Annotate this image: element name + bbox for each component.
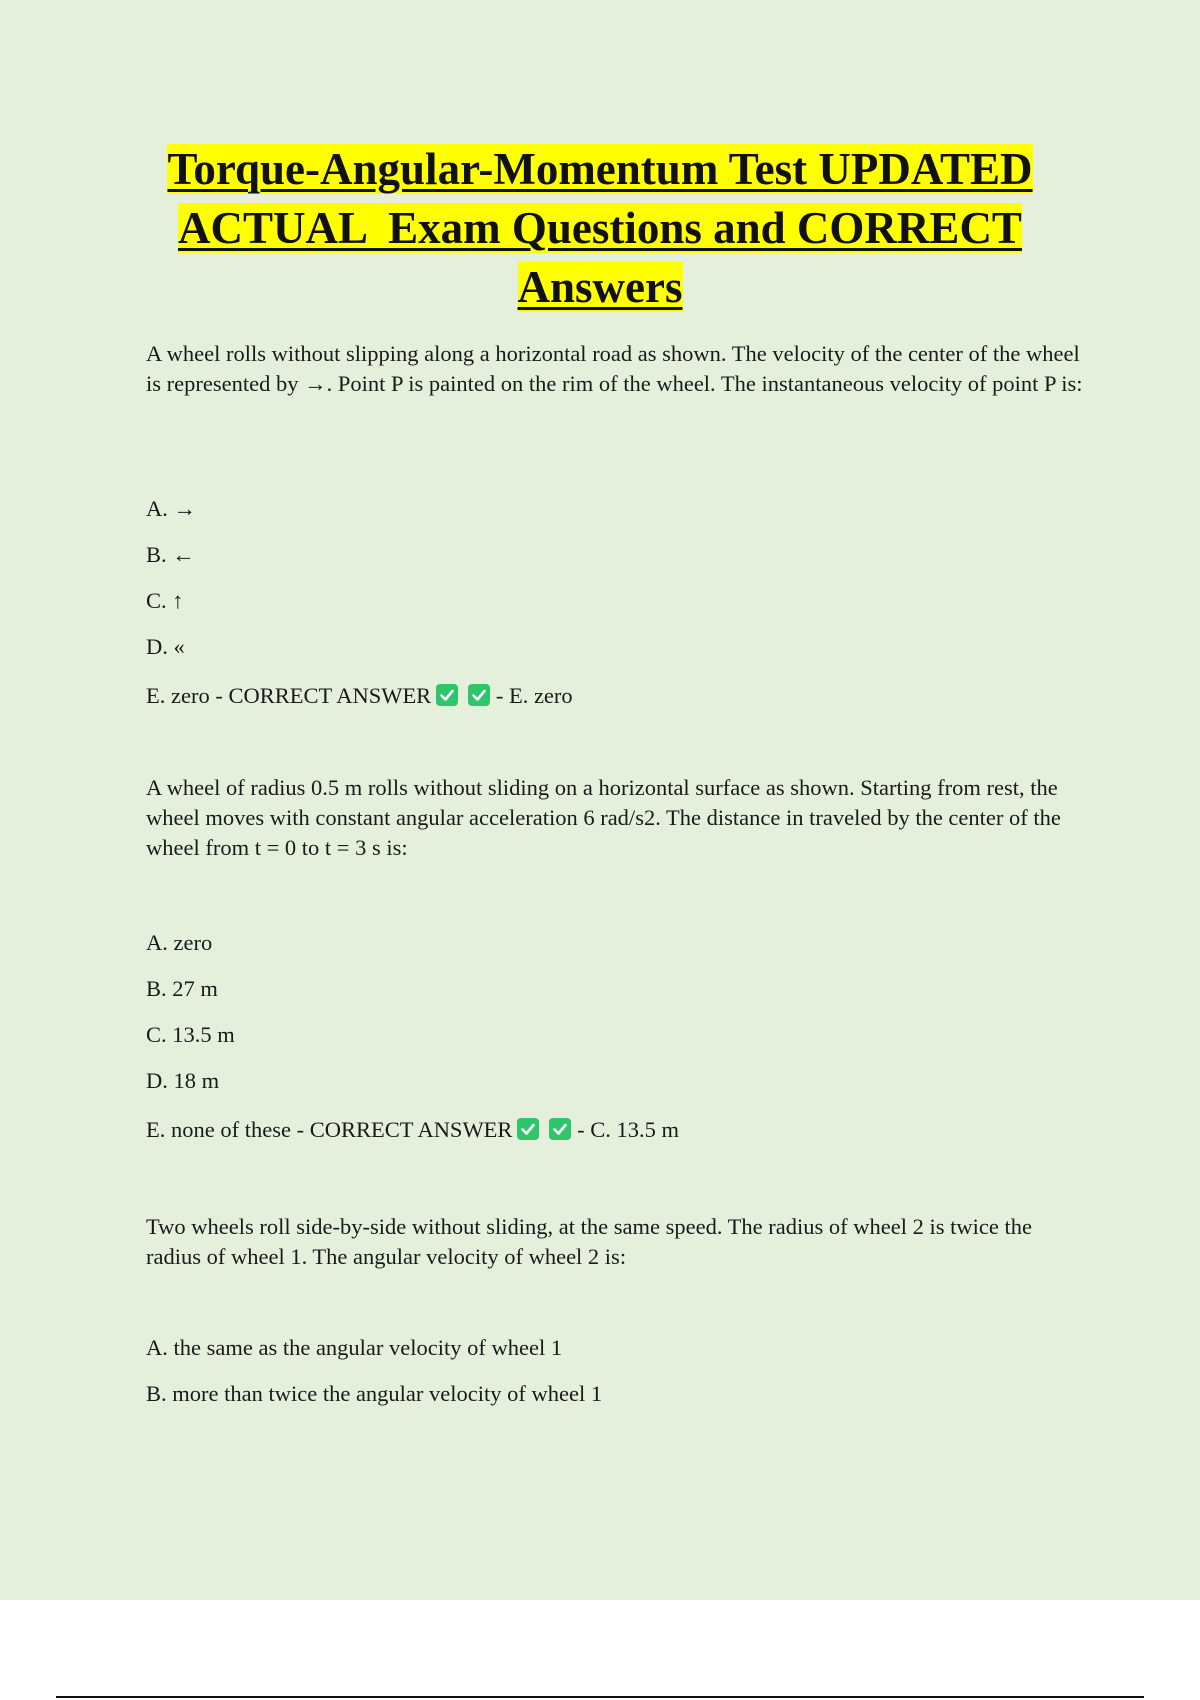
title-line-1: Torque-Angular-Momentum Test UPDATED — [167, 144, 1033, 194]
check-mark-icon — [468, 684, 490, 706]
question-3-option-a: A. the same as the angular velocity of wheel 1 — [146, 1335, 563, 1360]
question-2-text: A wheel of radius 0.5 m rolls without sliding on a horizontal surface as shown. Starting from rest, the wheel moves with constant angular acceleration 6 rad/s2. The distance in traveled by the center of the wheel from t = 0 to t = 3 s is: — [146, 775, 1061, 860]
question-1-text: A wheel rolls without slipping along a horizontal road as shown. The velocity of the center of the wheel is represented by →. Point P is painted on the rim of the wheel. The instantaneous velocity of point P is: — [146, 341, 1083, 396]
question-2-answer-line — [146, 1115, 1086, 1145]
question-2-option-a: A. zero — [146, 930, 213, 955]
document-title — [120, 140, 1080, 317]
check-mark-icon — [436, 684, 458, 706]
question-2-option-e: E. none of these - CORRECT ANSWER — [146, 1117, 513, 1142]
check-mark-icon — [517, 1118, 539, 1140]
page-footer-divider — [56, 1696, 1144, 1698]
question-1-option-d: D. « — [146, 634, 185, 659]
question-2-option-d: D. 18 m — [146, 1068, 220, 1093]
question-1-option-b: B. ← — [146, 542, 195, 567]
question-2-option-c: C. 13.5 m — [146, 1022, 235, 1047]
question-1-option-c: C. ↑ — [146, 588, 184, 613]
question-3-text: Two wheels roll side-by-side without sliding, at the same speed. The radius of wheel 2 is twice the radius of wheel 1. The angular velocity of wheel 2 is: — [146, 1214, 1032, 1269]
question-1-option-e: E. zero - CORRECT ANSWER — [146, 683, 432, 708]
question-2-correct-answer: - C. 13.5 m — [577, 1117, 679, 1142]
check-mark-icon — [549, 1118, 571, 1140]
question-3-option-b: B. more than twice the angular velocity of wheel 1 — [146, 1381, 603, 1406]
question-2-option-b: B. 27 m — [146, 976, 218, 1001]
title-line-3: Answers — [517, 262, 683, 312]
title-line-2: ACTUAL Exam Questions and CORRECT — [178, 203, 1022, 253]
question-1-option-a: A. → — [146, 496, 196, 521]
question-1-answer-line — [146, 681, 1086, 711]
question-1-correct-answer: - E. zero — [495, 683, 573, 708]
